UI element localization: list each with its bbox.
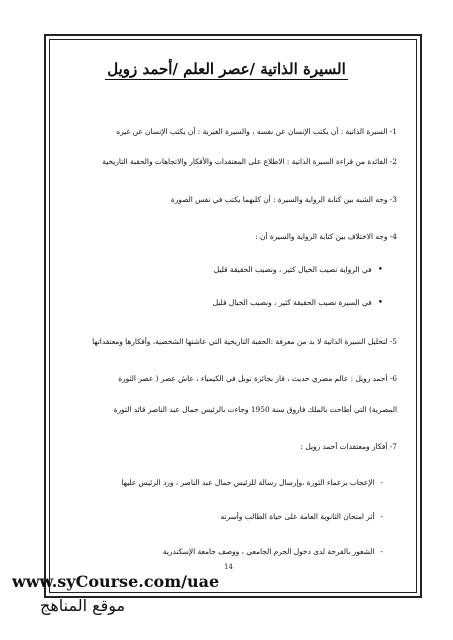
dash-text: الشعور بالفرحة لدى دخول الحرم الجامعي ، ووصف جامعة الإسكندرية bbox=[162, 547, 375, 556]
item-7-dash-3 bbox=[43, 547, 383, 556]
dash-text: أثر امتحان الثانوية العامة على حياة الطالب وأسرته bbox=[220, 512, 375, 521]
item-3: 3- وجه الشبه بين كتابة الرواية والسيرة : أن كليهما يكتب في نفس الصورة bbox=[170, 195, 397, 204]
item-4: 4- وجه الاختلاف بين كتابة الرواية والسيرة أن : bbox=[255, 232, 397, 241]
item-4-bullet-1 bbox=[43, 265, 383, 275]
item-7-dash-1 bbox=[43, 478, 383, 487]
title-text: السيرة الذاتية /عصر العلم /أحمد زويل bbox=[107, 60, 346, 78]
item-1: 1- السيرة الذاتية : أن يكتب الإنسان عن نفسه ، والسيرة الغيرية : أن يكتب الإنسان عن غيره bbox=[116, 127, 397, 136]
footer-site-name: موقع المناهج bbox=[40, 596, 126, 615]
item-5: 5- لتحليل السيرة الذاتية لا بد من معرفة :الحقبة التاريخية التي عاشتها الشخصية، وأفكارها ومعتقداتها bbox=[92, 337, 397, 346]
footer-url[interactable]: www.syCourse.com/uae bbox=[12, 572, 220, 591]
item-2: 2- الفائدة من قراءة السيرة الذاتية : الاطلاع على المعتقدات والأفكار والاتجاهات والحقبة التاريخية bbox=[102, 157, 397, 166]
item-6: 6- أحمد زويل : عالم مصري حديث ، فاز بجائزة نوبل في الكيمياء ، عاش عصر ( عصر الثورة bbox=[118, 374, 397, 383]
dash-icon bbox=[375, 512, 384, 521]
bullet-icon bbox=[372, 298, 383, 307]
item-4-bullet-2 bbox=[43, 298, 383, 308]
page-number: 14 bbox=[224, 563, 233, 571]
dash-text: الإعجاب بزعماء الثورة ،وإرسال رسالة للرئيس جمال عبد الناصر ، ورد الرئيس عليها bbox=[121, 478, 375, 487]
item-7-dash-2 bbox=[43, 512, 383, 521]
bullet-icon bbox=[372, 265, 383, 274]
dash-icon bbox=[375, 478, 384, 487]
page-title bbox=[0, 60, 453, 80]
item-7: 7- أفكار ومعتقدات أحمد زويل : bbox=[300, 442, 397, 451]
dash-icon bbox=[375, 547, 384, 556]
bullet-text: في الرواية نصيب الخيال كثير ، ونصيب الحقيقة قليل bbox=[213, 265, 372, 274]
item-6-continuation: المصرية) التي أطاحت بالملك فاروق سنة 1950 وجاءت بالرئيس جمال عبد الناصر قائد الثورة bbox=[113, 405, 397, 414]
bullet-text: في السيرة نصيب الحقيقة كثير ، ونصيب الخيال قليل bbox=[212, 298, 372, 307]
